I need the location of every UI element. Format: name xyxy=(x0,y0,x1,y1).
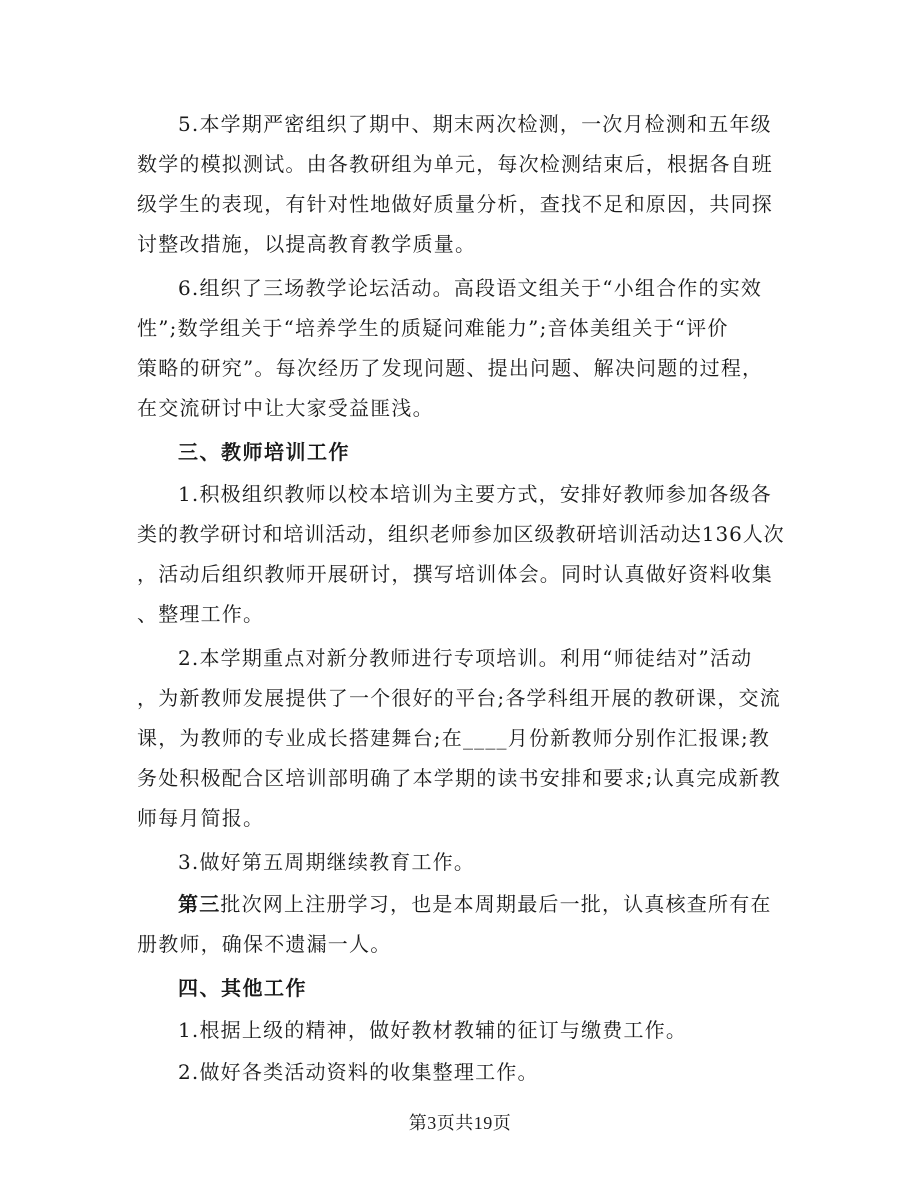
section-3-heading: 三、教师培训工作 xyxy=(178,440,350,464)
section-4-item-1: 1.根据上级的精神，做好教材教辅的征订与缴费工作。 xyxy=(178,1018,688,1042)
paragraph-6-line-1: 6.组织了三场教学论坛活动。高段语文组关于“小组合作的实效 xyxy=(178,276,763,300)
section-4-item-2: 2.做好各类活动资料的收集整理工作。 xyxy=(178,1060,539,1084)
paragraph-5-line-4: 讨整改措施，以提高教育教学质量。 xyxy=(137,232,477,256)
section-3-item-3-detail-line-1 xyxy=(178,891,772,917)
section-3-item-1-line-2: 类的教学研讨和培训活动，组织老师参加区级教研培训活动达136人次 xyxy=(137,522,785,546)
section-3-item-2-line-3: 课，为教师的专业成长搭建舞台;在____月份新教师分别作汇报课;教 xyxy=(137,726,771,750)
paragraph-6-line-4: 在交流研讨中让大家受益匪浅。 xyxy=(137,396,434,420)
section-3-item-3-detail-line-2: 册教师，确保不遗漏一人。 xyxy=(137,932,392,956)
paragraph-6-line-3: 策略的研究”。每次经历了发现问题、提出问题、解决问题的过程， xyxy=(137,356,764,380)
section-3-item-1-line-4: 、整理工作。 xyxy=(137,602,265,626)
section-3-item-1-line-1: 1.积极组织教师以校本培训为主要方式，安排好教师参加各级各 xyxy=(178,482,772,506)
paragraph-6-line-2: 性”;数学组关于“培养学生的质疑问难能力”;音体美组关于“评价 xyxy=(137,316,729,340)
section-3-item-2-line-5: 师每月简报。 xyxy=(137,806,265,830)
section-3-item-1-line-3: ，活动后组织教师开展研讨，撰写培训体会。同时认真做好资料收集 xyxy=(137,562,773,586)
section-3-item-2-line-1: 2.本学期重点对新分教师进行专项培训。利用“师徒结对”活动 xyxy=(178,646,753,670)
section-3-item-3-detail-prefix: 第三 xyxy=(178,892,221,916)
section-4-heading: 四、其他工作 xyxy=(178,976,307,1000)
page-number-footer: 第3页共19页 xyxy=(408,1113,512,1133)
paragraph-5-line-1: 5.本学期严密组织了期中、期末两次检测，一次月检测和五年级 xyxy=(178,112,772,136)
paragraph-5-line-3: 级学生的表现，有针对性地做好质量分析，查找不足和原因，共同探 xyxy=(137,192,773,216)
section-3-item-3-detail-text: 批次网上注册学习，也是本周期最后一批，认真核查所有在 xyxy=(220,892,772,916)
section-3-item-2-line-4: 务处积极配合区培训部明确了本学期的读书安排和要求;认真完成新教 xyxy=(137,766,781,790)
paragraph-5-line-2: 数学的模拟测试。由各教研组为单元，每次检测结束后，根据各自班 xyxy=(137,152,773,176)
section-3-item-3: 3.做好第五周期继续教育工作。 xyxy=(178,850,476,874)
section-3-item-2-line-2: ，为新教师发展提供了一个很好的平台;各学科组开展的教研课，交流 xyxy=(137,686,781,710)
